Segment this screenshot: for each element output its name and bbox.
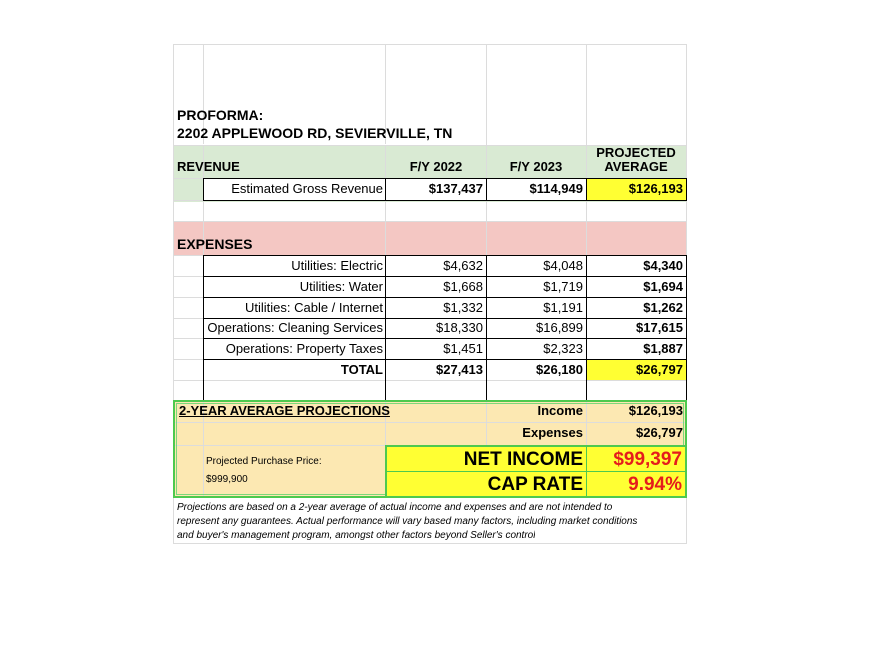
revenue-header: REVENUE (177, 159, 240, 174)
disclaimer-line-1: Projections are based on a 2-year average of actual income and expenses and are not intended to (177, 502, 613, 513)
net-income-value: $99,397 (613, 449, 682, 470)
expense-fy2023: $1,719 (543, 279, 583, 294)
revenue-avg: $126,193 (628, 181, 683, 196)
col-projected-header-2: AVERAGE (604, 159, 668, 174)
cap-rate-value: 9.94% (628, 474, 682, 495)
title-line-2: 2202 APPLEWOOD RD, SEVIERVILLE, TN (177, 125, 453, 141)
expense-fy2022: $1,451 (443, 341, 483, 356)
col-fy2023-header: F/Y 2023 (509, 159, 563, 174)
income-label: Income (537, 403, 583, 418)
disclaimer-line-3: and buyer's management program, amongst other factors beyond Seller's control (177, 530, 536, 541)
total-fy2023: $26,180 (536, 362, 583, 377)
col-fy2022-header: F/Y 2022 (409, 159, 463, 174)
expense-fy2023: $1,191 (543, 300, 583, 315)
total-label: TOTAL (340, 362, 383, 377)
revenue-fy2022: $137,437 (428, 181, 483, 196)
total-fy2022: $27,413 (436, 362, 483, 377)
expense-fy2022: $1,332 (443, 300, 483, 315)
expense-row-label: Operations: Property Taxes (225, 341, 383, 356)
col-projected-header-1: PROJECTED (596, 145, 676, 160)
purchase-price-value: $999,900 (206, 474, 248, 485)
cap-rate-label: CAP RATE (487, 474, 583, 495)
revenue-fy2023: $114,949 (529, 181, 583, 196)
projections-header: 2-YEAR AVERAGE PROJECTIONS (179, 403, 390, 418)
expenses-value: $26,797 (636, 425, 683, 440)
expense-row-label: Utilities: Cable / Internet (244, 300, 383, 315)
expense-avg: $1,694 (643, 279, 683, 294)
expense-fy2022: $18,330 (436, 320, 483, 335)
expense-avg: $4,340 (643, 258, 683, 273)
purchase-price-label: Projected Purchase Price: (206, 456, 322, 467)
income-value: $126,193 (628, 403, 683, 418)
expense-row-label: Utilities: Water (299, 279, 383, 294)
expense-row-label: Utilities: Electric (291, 258, 383, 273)
expense-fy2022: $4,632 (443, 258, 483, 273)
proforma-sheet (173, 44, 687, 544)
expense-fy2023: $16,899 (536, 320, 583, 335)
expense-fy2023: $4,048 (543, 258, 583, 273)
total-avg: $26,797 (636, 362, 683, 377)
expenses-label: Expenses (522, 425, 583, 440)
title-line-1: PROFORMA: (177, 107, 264, 123)
expense-fy2022: $1,668 (443, 279, 483, 294)
expense-avg: $1,887 (643, 341, 683, 356)
expense-avg: $17,615 (636, 320, 683, 335)
expenses-header: EXPENSES (177, 236, 253, 252)
expense-row-label: Operations: Cleaning Services (207, 320, 383, 335)
expense-avg: $1,262 (643, 300, 683, 315)
net-income-label: NET INCOME (463, 449, 583, 470)
expense-fy2023: $2,323 (543, 341, 583, 356)
revenue-row-label: Estimated Gross Revenue (231, 181, 383, 196)
disclaimer-line-2: represent any guarantees. Actual performance will vary based many factors, including market conditions (177, 516, 638, 527)
